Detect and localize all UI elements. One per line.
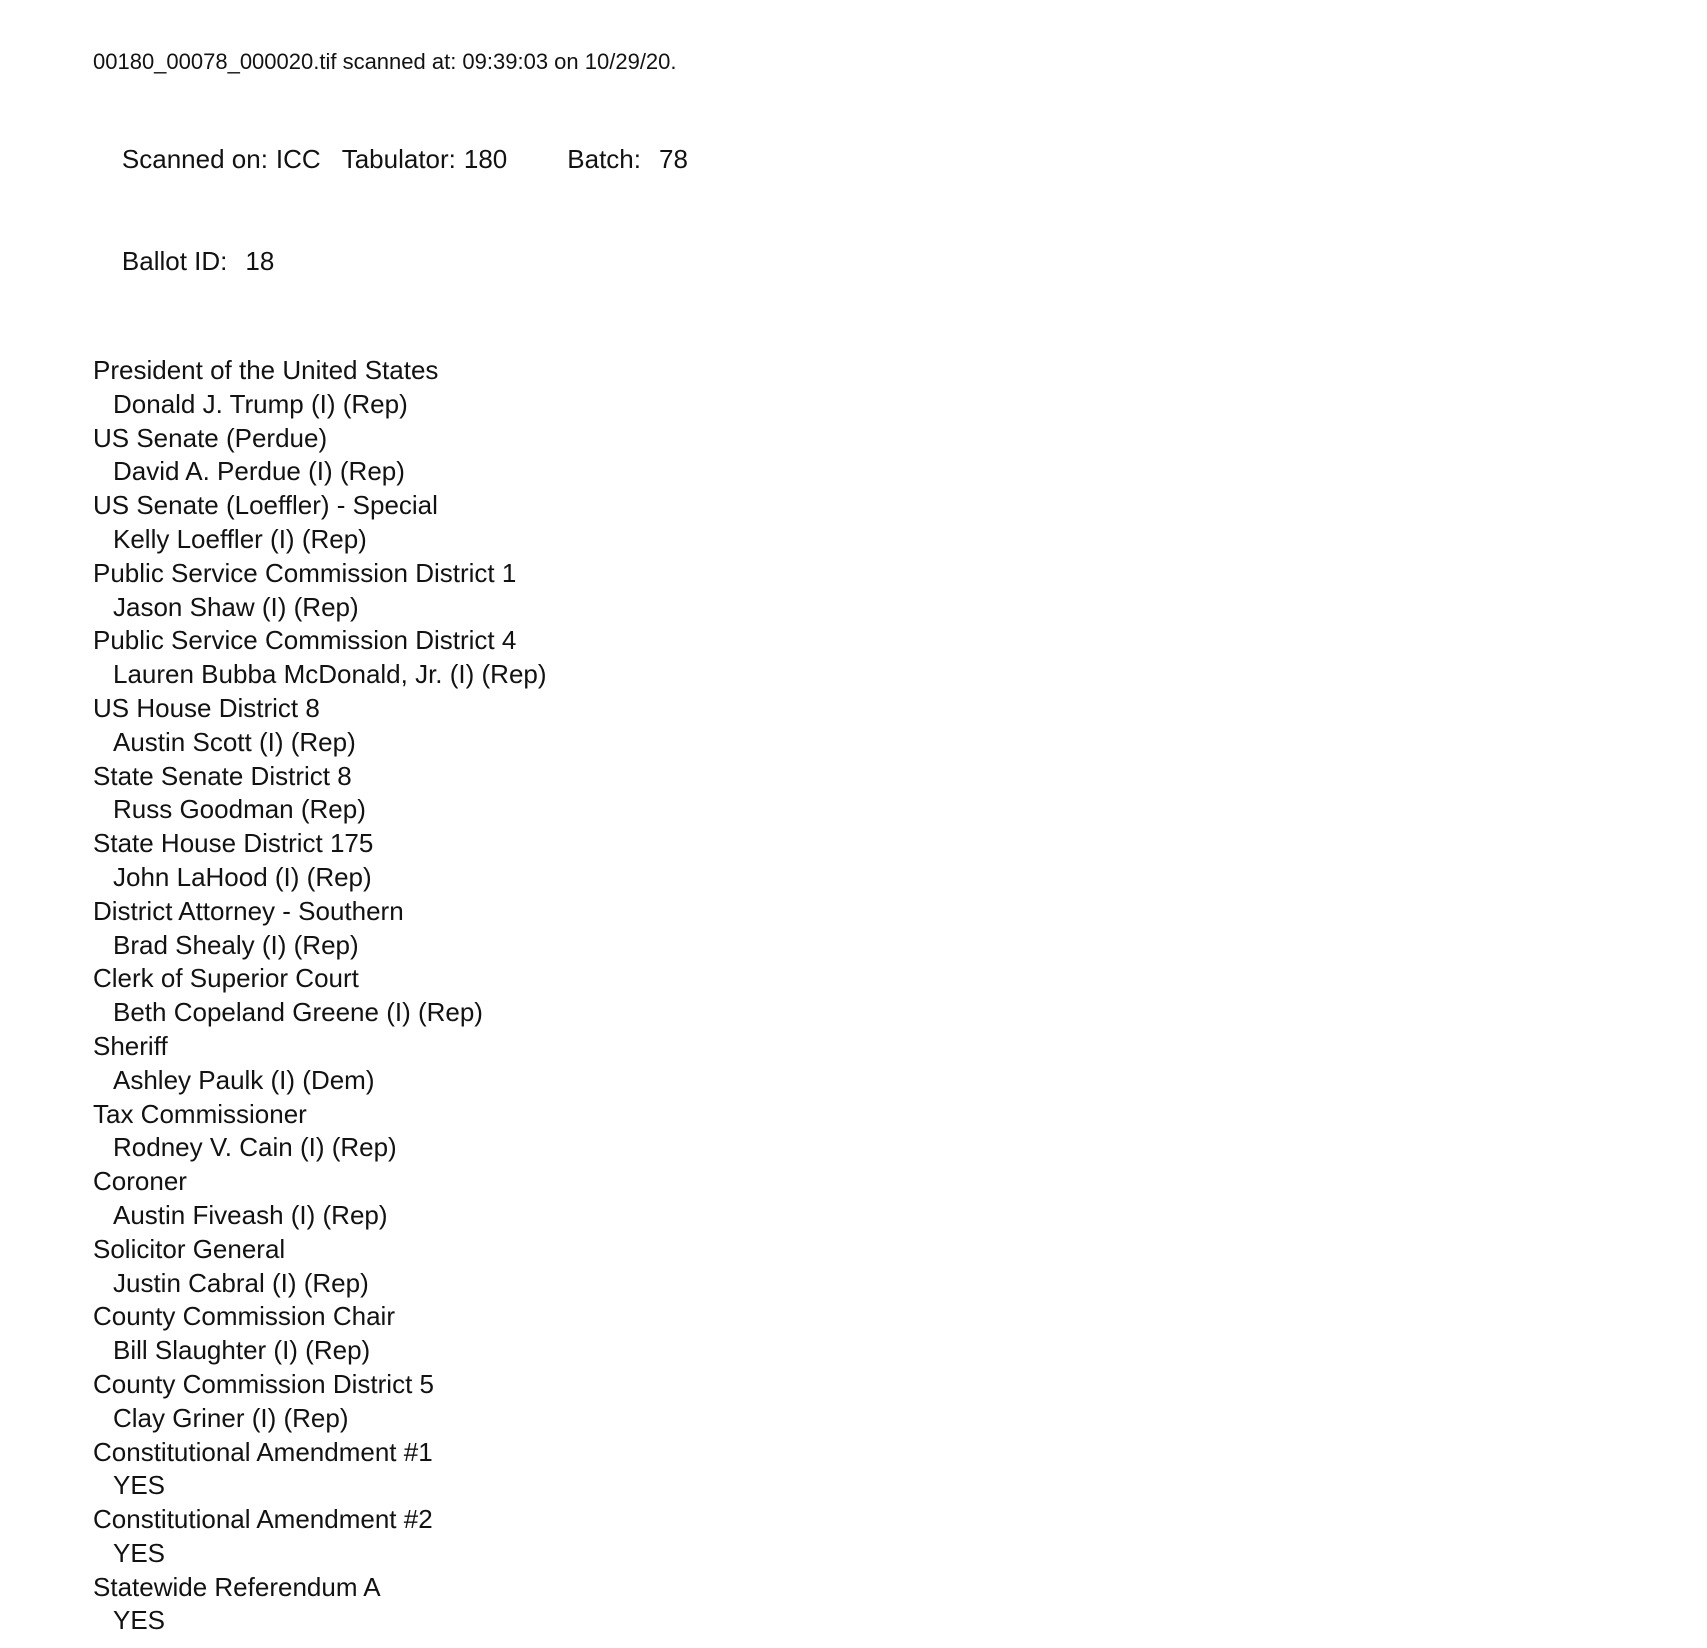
contest-title: County Commission District 5	[93, 1368, 434, 1399]
contest-title: Tax Commissioner	[93, 1098, 307, 1129]
contest-selection: Austin Fiveash (I) (Rep)	[113, 1199, 388, 1230]
contest-row	[93, 962, 1667, 1030]
tabulator-value: 180	[463, 144, 508, 174]
contest-selection: Russ Goodman (Rep)	[113, 794, 366, 825]
contest-title: Coroner	[93, 1166, 187, 1197]
contest-selection: YES	[113, 1470, 166, 1501]
contest-title: Constitutional Amendment #1	[93, 1436, 433, 1467]
contest-title: State House District 175	[93, 828, 374, 859]
contest-selection: John LaHood (I) (Rep)	[113, 861, 372, 892]
contest-selection: Ashley Paulk (I) (Dem)	[113, 1064, 375, 1095]
contest-row	[93, 557, 1667, 625]
scan-info-line	[93, 108, 1667, 210]
contest-row	[93, 354, 1667, 422]
contest-title: State Senate District 8	[93, 760, 352, 791]
contest-title: Statewide Referendum A	[93, 1571, 381, 1602]
contest-selection: Jason Shaw (I) (Rep)	[113, 591, 359, 622]
contest-title: Sheriff	[93, 1030, 168, 1061]
contest-selection: Brad Shealy (I) (Rep)	[113, 929, 359, 960]
contest-selection: Clay Griner (I) (Rep)	[113, 1402, 349, 1433]
contest-row	[93, 827, 1667, 895]
contest-row	[93, 422, 1667, 490]
contest-row	[93, 1233, 1667, 1301]
contest-row	[93, 1165, 1667, 1233]
contest-row	[93, 1030, 1667, 1098]
contest-selection: Justin Cabral (I) (Rep)	[113, 1267, 369, 1298]
contest-row	[93, 1098, 1667, 1166]
contest-selection: David A. Perdue (I) (Rep)	[113, 456, 405, 487]
contest-list	[93, 354, 1667, 1638]
contest-title: Constitutional Amendment #2	[93, 1504, 433, 1535]
contest-row	[93, 1368, 1667, 1436]
contest-title: US Senate (Perdue)	[93, 422, 328, 453]
file-scan-line: 00180_00078_000020.tif scanned at: 09:39:03 on 10/29/20.	[93, 49, 677, 74]
tabulator-label: Tabulator:	[341, 144, 456, 174]
contest-row	[93, 1503, 1667, 1571]
contest-title: Public Service Commission District 1	[93, 557, 517, 588]
batch-value: 78	[659, 144, 688, 174]
ballot-id-label: Ballot ID:	[121, 246, 228, 276]
contest-row	[93, 489, 1667, 557]
contest-selection: YES	[113, 1605, 166, 1636]
contest-selection: Kelly Loeffler (I) (Rep)	[113, 523, 367, 554]
contest-selection: Lauren Bubba McDonald, Jr. (I) (Rep)	[113, 659, 547, 690]
scanned-on-label: Scanned on:	[121, 144, 268, 174]
contest-selection: Rodney V. Cain (I) (Rep)	[113, 1132, 397, 1163]
contest-row	[93, 624, 1667, 692]
contest-row	[93, 895, 1667, 963]
contest-title: District Attorney - Southern	[93, 895, 404, 926]
scanned-on-value: ICC	[275, 144, 321, 174]
contest-title: US House District 8	[93, 692, 320, 723]
contest-title: Solicitor General	[93, 1233, 286, 1264]
contest-row	[93, 692, 1667, 760]
contest-row	[93, 760, 1667, 828]
contest-title: President of the United States	[93, 355, 439, 385]
contest-row	[93, 1436, 1667, 1504]
ballot-id-value: 18	[245, 246, 275, 276]
contest-selection: Beth Copeland Greene (I) (Rep)	[113, 997, 483, 1028]
contest-selection: Austin Scott (I) (Rep)	[113, 726, 356, 757]
contest-selection: YES	[113, 1537, 166, 1568]
contest-row	[93, 1571, 1667, 1639]
contest-title: US Senate (Loeffler) - Special	[93, 490, 438, 521]
contest-title: Public Service Commission District 4	[93, 625, 517, 656]
contest-selection: Bill Slaughter (I) (Rep)	[113, 1335, 371, 1366]
contest-title: Clerk of Superior Court	[93, 963, 359, 994]
contest-title: County Commission Chair	[93, 1301, 395, 1332]
batch-label: Batch:	[567, 144, 641, 174]
ballot-id-line	[93, 210, 1667, 312]
contest-row	[93, 1300, 1667, 1368]
contest-selection: Donald J. Trump (I) (Rep)	[113, 388, 408, 419]
